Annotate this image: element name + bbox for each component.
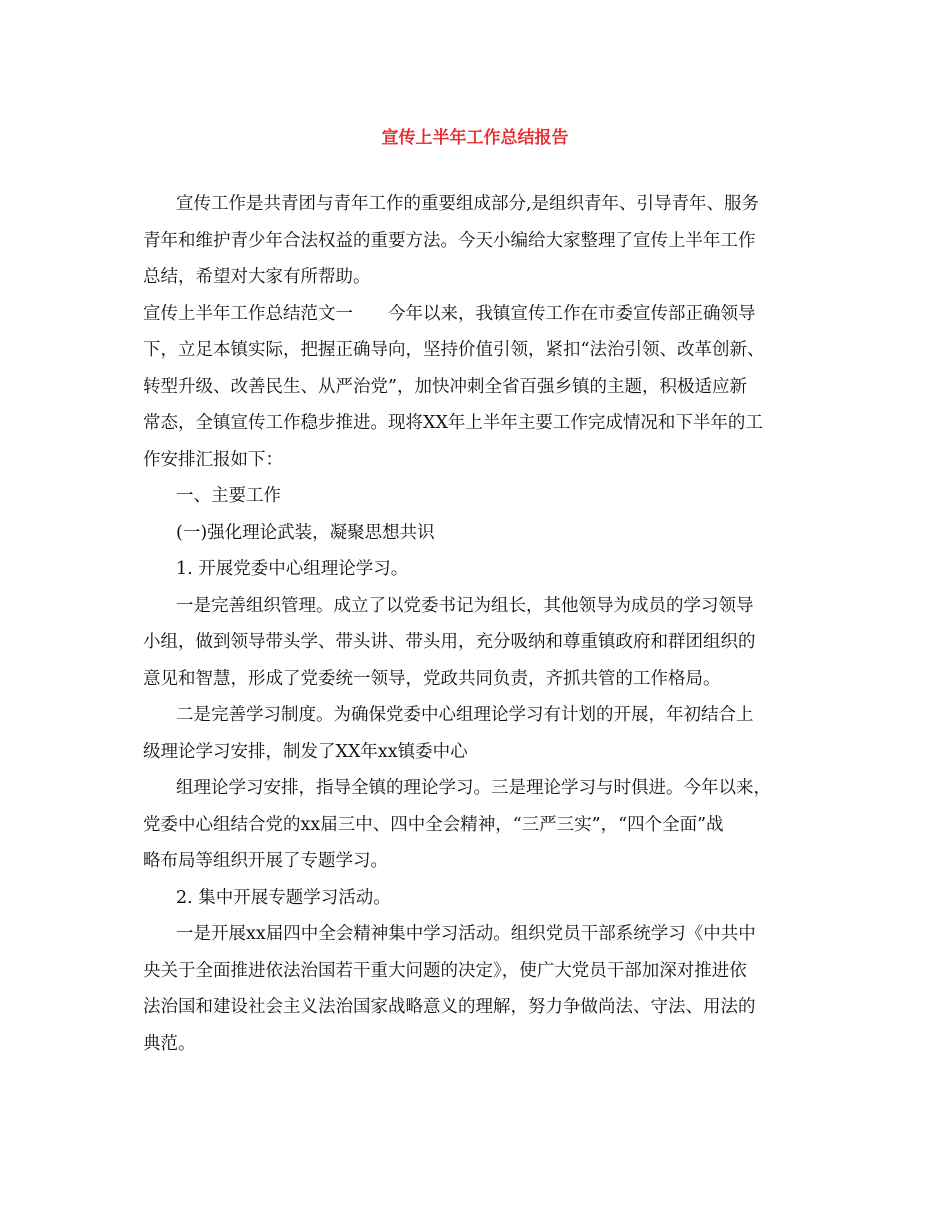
body-line: 1. 开展党委中心组理论学习。 <box>176 559 409 579</box>
body-line: 作安排汇报如下： <box>143 449 283 470</box>
body-line: 一是开展xx届四中全会精神集中学习活动。组织党员干部系统学习《中共中 <box>176 924 756 944</box>
body-line: 党委中心组结合党的xx届三中、四中全会精神，“三严三实”，“四个全面”战 <box>143 814 724 835</box>
body-line: 法治国和建设社会主义法治国家战略意义的理解，努力争做尚法、守法、用法的 <box>143 997 756 1017</box>
document-title: 宣传上半年工作总结报告 <box>381 128 569 148</box>
body-line: 总结，希望对大家有所帮助。 <box>143 267 371 287</box>
body-line: 组理论学习安排，指导全镇的理论学习。三是理论学习与时俱进。今年以来， <box>176 778 771 798</box>
body-line: 级理论学习安排，制发了XX年xx镇委中心 <box>143 741 468 762</box>
body-line: 常态，全镇宣传工作稳步推进。现将XX年上半年主要工作完成情况和下半年的工 <box>143 413 763 433</box>
body-line: 宣传工作是共青团与青年工作的重要组成部分,是组织青年、引导青年、服务 <box>176 194 760 214</box>
body-line: 2. 集中开展专题学习活动。 <box>176 887 391 908</box>
body-line: 一、主要工作 <box>176 486 281 506</box>
body-line: 典范。 <box>143 1033 196 1054</box>
body-line: 宣传上半年工作总结范文一 今年以来，我镇宣传工作在市委宣传部正确领导 <box>143 303 756 324</box>
body-line: 转型升级、改善民生、从严治党”，加快冲刺全省百强乡镇的主题，积极适应新 <box>143 376 747 397</box>
body-line: 青年和维护青少年合法权益的重要方法。今天小编给大家整理了宣传上半年工作 <box>143 230 756 251</box>
body-line: 央关于全面推进依法治国若干重大问题的决定》，使广大党员干部加深对推进依 <box>143 960 747 981</box>
body-line: 二是完善学习制度。为确保党委中心组理论学习有计划的开展，年初结合上 <box>176 705 754 725</box>
body-line: 略布局等组织开展了专题学习。 <box>143 851 388 871</box>
body-line: (一)强化理论武装，凝聚思想共识 <box>176 522 435 543</box>
body-line: 小组，做到领导带头学、带头讲、带头用，充分吸纳和尊重镇政府和群团组织的 <box>143 632 756 652</box>
body-line: 意见和智慧，形成了党委统一领导，党政共同负责，齐抓共管的工作格局。 <box>143 668 721 689</box>
body-line: 下，立足本镇实际，把握正确导向，坚持价值引领，紧扣“法治引领、改革创新、 <box>143 340 765 360</box>
body-line: 一是完善组织管理。成立了以党委书记为组长，其他领导为成员的学习领导 <box>176 595 754 616</box>
